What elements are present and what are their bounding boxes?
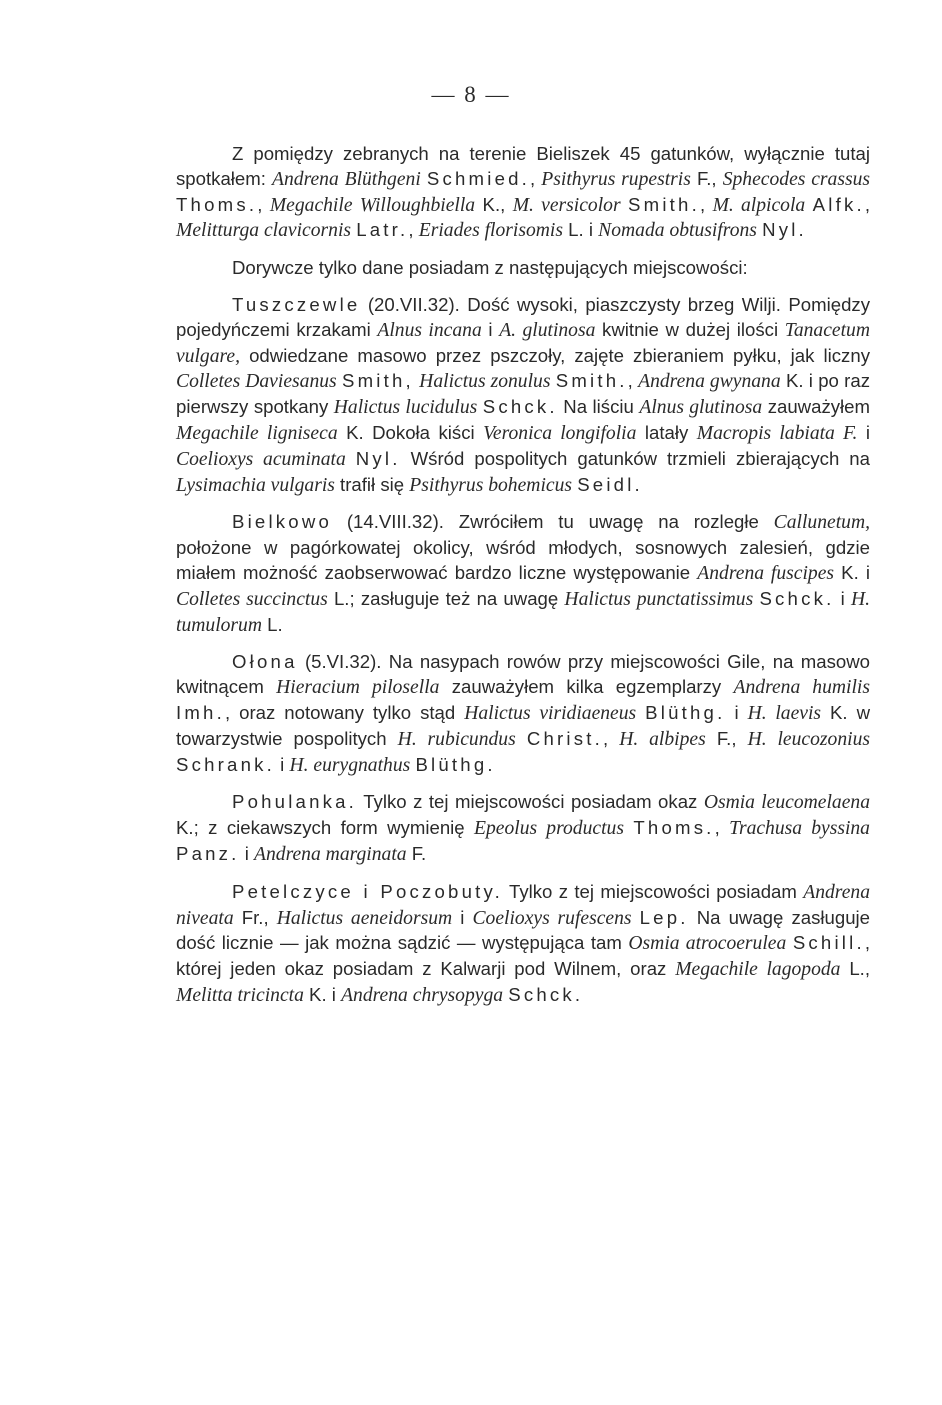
paragraph-intro: Z pomiędzy zebranych na terenie Bieliszek 45 gatunków, wyłącznie tutaj spotkałem: Andrena Blüthgeni Schmied., Psithyrus rupestris F., Sphecodes crassus Thoms., Megachile Willoughbiella K., M. versicolor Smith., M. alpicola Alfk., Melitturga clavicornis Latr., Eriades florisomis L. i Nomada obtusifrons Nyl. [176, 143, 871, 242]
paragraph-petelczyce: Petelczyce i Poczobuty. Tylko z tej miejscowości posiadam Andrena niveata Fr., Halictus aeneidorsum i Coelioxys rufescens Lep. Na uwagę zasługuje dość licznie — jak można sądzić — występująca tam Osmia atrocoerulea Schill., której jeden okaz posiadam z Kalwarji pod Wilnem, oraz Megachile lagopoda L., Melitta tricincta K. i Andrena chrysopyga Schck. [176, 880, 871, 1006]
paragraph-bielkowo: Bielkowo (14.VIII.32). Zwróciłem tu uwagę na rozległe Callunetum, położone w pagórkowatej okolicy, wśród młodych, sosnowych zalesień, gdzie miałem możność zaobserwować bardzo liczne występowanie Andrena fuscipes K. i Colletes succinctus L.; zasługuje też na uwagę Halictus punctatissimus Schck. i H. tumulorum L. [176, 511, 871, 636]
paragraph-localities-intro: Dorywcze tylko dane posiadam z następujących miejscowości: [232, 257, 748, 279]
body-text [176, 142, 870, 1009]
paragraph-olona: Ołona (5.VI.32). Na nasypach rowów przy miejscowości Gile, na masowo kwitnącem Hieracium pilosella zauważyłem kilka egzemplarzy Andrena humilis Imh., oraz notowany tylko stąd Halictus viridiaeneus Blüthg. i H. laevis K. w towarzystwie pospolitych H. rubicundus Christ., H. albipes F., H. leucozonius Schrank. i H. eurygnathus Blüthg. [176, 651, 871, 776]
page-number: — 8 — [431, 82, 511, 107]
paragraph-tuszczewle: Tuszczewle (20.VII.32). Dość wysoki, piaszczysty brzeg Wilji. Pomiędzy pojedyńczemi krzakami Alnus incana i A. glutinosa kwitnie w dużej ilości Tanacetum vulgare, odwiedzane masowo przez pszczoły, zajęte zbieraniem pyłku, jak liczny Colletes Daviesanus Smith, Halictus zonulus Smith., Andrena gwynana K. i po raz pierwszy spotkany Halictus lucidulus Schck. Na liściu Alnus glutinosa zauważyłem Megachile ligniseca K. Dokoła kiści Veronica longifolia latały Macropis labiata F. i Coelioxys acuminata Nyl. Wśród pospolitych gatunków trzmieli zbierających na Lysimachia vulgaris trafił się Psithyrus bohemicus Seidl. [176, 293, 871, 496]
paragraph-pohulanka: Pohulanka. Tylko z tej miejscowości posiadam okaz Osmia leucomelaena K.; z ciekawszych form wymienię Epeolus productus Thoms., Trachusa byssina Panz. i Andrena marginata F. [176, 791, 870, 865]
